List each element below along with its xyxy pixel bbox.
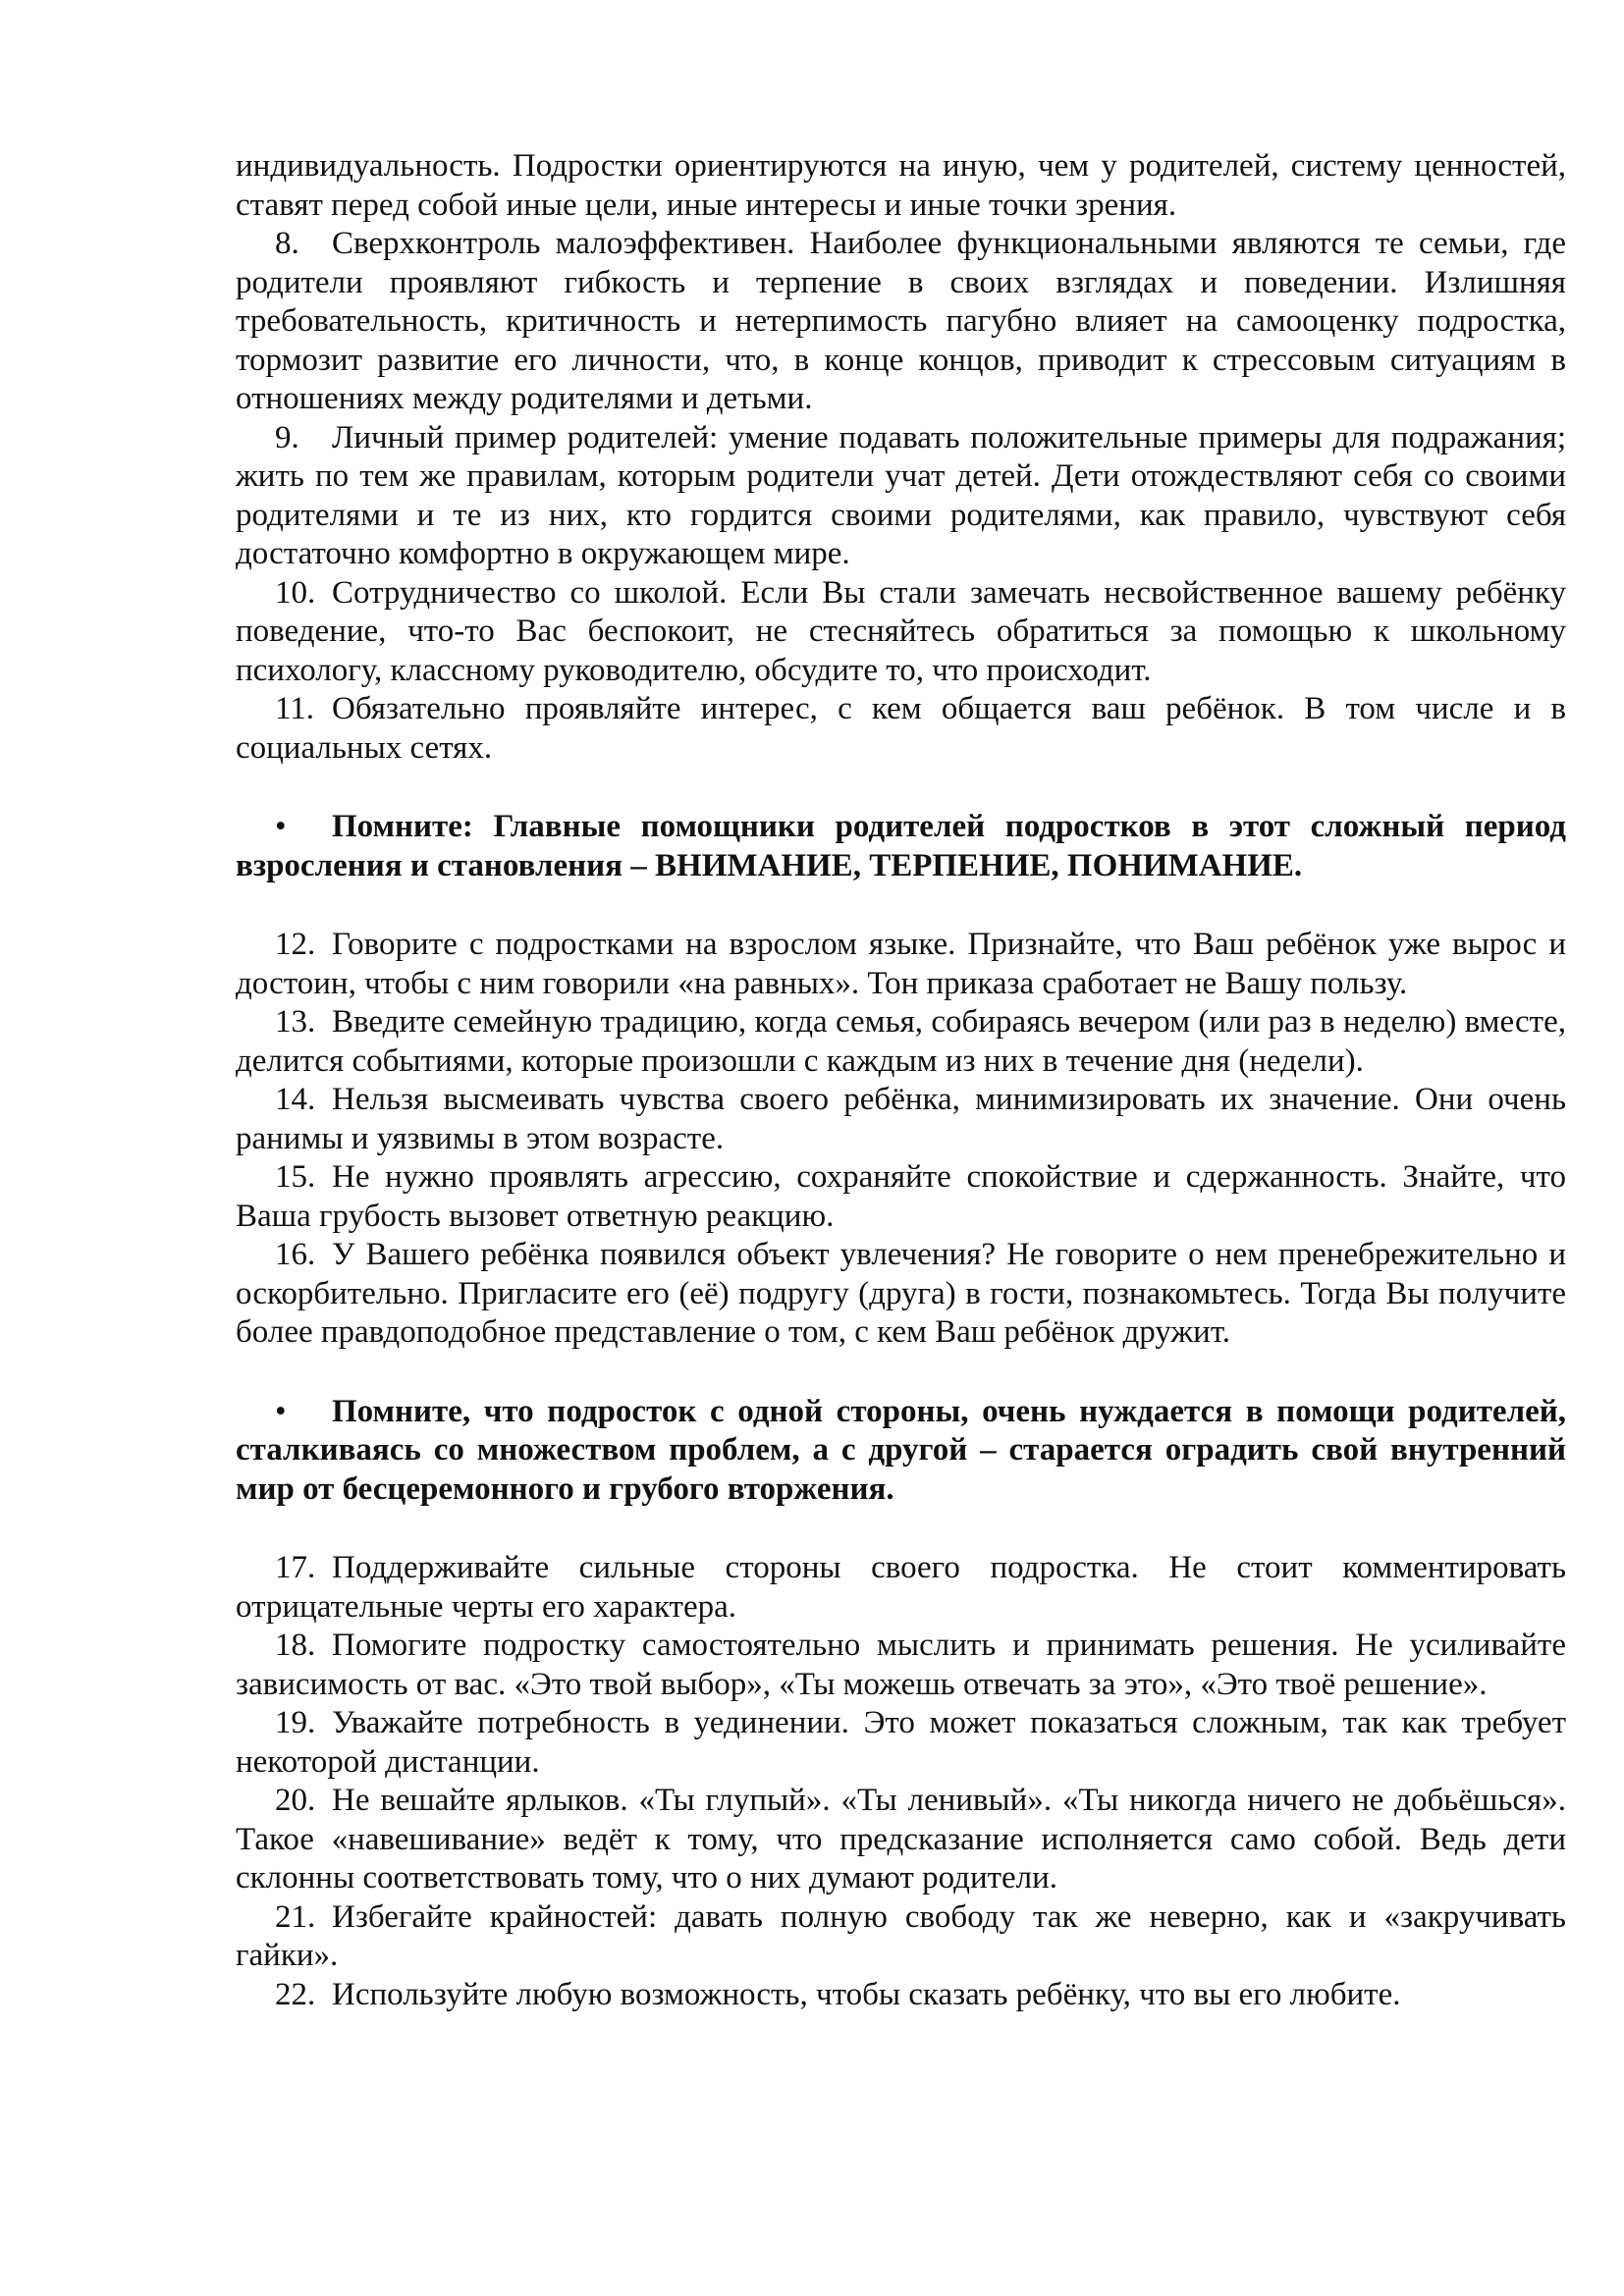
item-number: 22. bbox=[275, 1976, 316, 2012]
item-text: Введите семейную традицию, когда семья, собираясь вечером (или раз в неделю) вместе, делится событиями, которые произошли с каждым из них в течение дня (недели). bbox=[236, 1004, 1566, 1079]
item-text: Уважайте потребность в уединении. Это может показаться сложным, так как требует некоторой дистанции. bbox=[236, 1705, 1566, 1780]
list-item-19 bbox=[236, 1704, 1566, 1782]
item-number: 20. bbox=[275, 1783, 316, 1818]
item-number: 8. bbox=[275, 226, 299, 261]
item-number: 10. bbox=[275, 574, 316, 611]
list-item-10 bbox=[236, 574, 1566, 691]
list-item-11 bbox=[236, 690, 1566, 768]
item-text: Нельзя высмеивать чувства своего ребёнка, минимизировать их значение. Они очень ранимы и уязвимы в этом возрасте. bbox=[236, 1082, 1566, 1156]
list-items-17-22 bbox=[236, 1549, 1566, 2014]
item-text: Сотрудничество со школой. Если Вы стали замечать несвойственное вашему ребёнку поведение, что-то Вас беспокоит, не стесняйтесь обратиться за помощью к школьному психологу, классному руководителю, обсудите то, что происходит. bbox=[236, 574, 1566, 688]
callout-text: Помните: Главные помощники родителей подростков в этот сложный период взросления и становления – ВНИМАНИЕ, ТЕРПЕНИЕ, ПОНИМАНИЕ. bbox=[236, 809, 1566, 883]
item-number: 13. bbox=[275, 1004, 316, 1040]
list-item-14 bbox=[236, 1081, 1566, 1158]
item-number: 19. bbox=[275, 1705, 316, 1740]
item-text: Сверхконтроль малоэффективен. Наиболее функциональными являются те семьи, где родители проявляют гибкость и терпение в своих взглядах и поведении. Излишняя требовательность, критичность и нетерпимость пагубно влияет на самооценку подростка, тормозит развитие его личности, что, в конце концов, приводит к стрессовым ситуациям в отношениях между родителями и детьми. bbox=[236, 226, 1566, 416]
item-number: 11. bbox=[275, 691, 315, 726]
item-number: 15. bbox=[275, 1159, 316, 1195]
opening-paragraph: индивидуальность. Подростки ориентируются на иную, чем у родителей, систему ценностей, ставят перед собой иные цели, иные интересы и иные точки зрения. bbox=[236, 148, 1566, 223]
item-number: 14. bbox=[275, 1082, 316, 1117]
item-text: Поддерживайте сильные стороны своего подростка. Не стоит комментировать отрицательные черты его характера. bbox=[236, 1550, 1566, 1625]
list-item-20 bbox=[236, 1782, 1566, 1898]
item-number: 17. bbox=[275, 1550, 316, 1585]
item-number: 16. bbox=[275, 1237, 316, 1272]
bullet-icon: • bbox=[275, 809, 287, 844]
callout-remember-1 bbox=[236, 808, 1566, 885]
list-items-8-11 bbox=[236, 225, 1566, 768]
item-number: 18. bbox=[275, 1628, 316, 1663]
list-item-18 bbox=[236, 1627, 1566, 1704]
item-text: У Вашего ребёнка появился объект увлечения? Не говорите о нем пренебрежительно и оскорбительно. Пригласите его (её) подругу (друга) в гости, познакомьтесь. Тогда Вы получите более правдоподобное представление о том, с кем Ваш ребёнок дружит. bbox=[236, 1237, 1566, 1350]
item-number: 21. bbox=[275, 1898, 316, 1935]
list-item-21 bbox=[236, 1898, 1566, 1976]
item-text: Не нужно проявлять агрессию, сохраняйте спокойствие и сдержанность. Знайте, что Ваша грубость вызовет ответную реакцию. bbox=[236, 1159, 1566, 1234]
document-page bbox=[236, 147, 1566, 2014]
list-item-15 bbox=[236, 1158, 1566, 1236]
item-text: Говорите с подростками на взрослом языке. Признайте, что Ваш ребёнок уже вырос и достоин, чтобы с ним говорили «на равных». Тон приказа сработает не Вашу пользу. bbox=[236, 927, 1566, 1001]
bullet-icon: • bbox=[275, 1393, 287, 1429]
item-text: Не вешайте ярлыков. «Ты глупый». «Ты ленивый». «Ты никогда ничего не добьёшься». Такое «навешивание» ведёт к тому, что предсказание исполняется само собой. Ведь дети склонны соответствовать тому, что о них думают родители. bbox=[236, 1783, 1566, 1896]
item-text: Обязательно проявляйте интерес, с кем общается ваш ребёнок. В том числе и в социальных сетях. bbox=[236, 691, 1566, 766]
item-number: 12. bbox=[275, 927, 316, 962]
item-text: Используйте любую возможность, чтобы сказать ребёнку, что вы его любите. bbox=[332, 1976, 1401, 2012]
list-item-17 bbox=[236, 1549, 1566, 1627]
callout-remember-2 bbox=[236, 1393, 1566, 1510]
item-text: Личный пример родителей: умение подавать положительные примеры для подражания; жить по тем же правилам, которым родители учат детей. Дети отождествляют себя со своими родителями и те из них, кто гордится своими родителями, как правило, чувствуют себя достаточно комфортно в окружающем мире. bbox=[236, 419, 1566, 571]
list-item-13 bbox=[236, 1003, 1566, 1081]
list-item-12 bbox=[236, 926, 1566, 1003]
list-item-22 bbox=[236, 1976, 1566, 2015]
callout-text: Помните, что подросток с одной стороны, очень нуждается в помощи родителей, сталкиваясь со множеством проблем, а с другой – старается оградить свой внутренний мир от бесцеремонного и грубого вторжения. bbox=[236, 1393, 1566, 1507]
list-item-9 bbox=[236, 419, 1566, 574]
list-items-12-16 bbox=[236, 926, 1566, 1353]
list-item-8 bbox=[236, 225, 1566, 419]
list-item-16 bbox=[236, 1236, 1566, 1353]
item-text: Избегайте крайностей: давать полную свободу так же неверно, как и «закручивать гайки». bbox=[236, 1898, 1566, 1973]
item-text: Помогите подростку самостоятельно мыслить и принимать решения. Не усиливайте зависимость от вас. «Это твой выбор», «Ты можешь отвечать за это», «Это твоё решение». bbox=[236, 1628, 1566, 1702]
item-number: 9. bbox=[275, 419, 299, 455]
